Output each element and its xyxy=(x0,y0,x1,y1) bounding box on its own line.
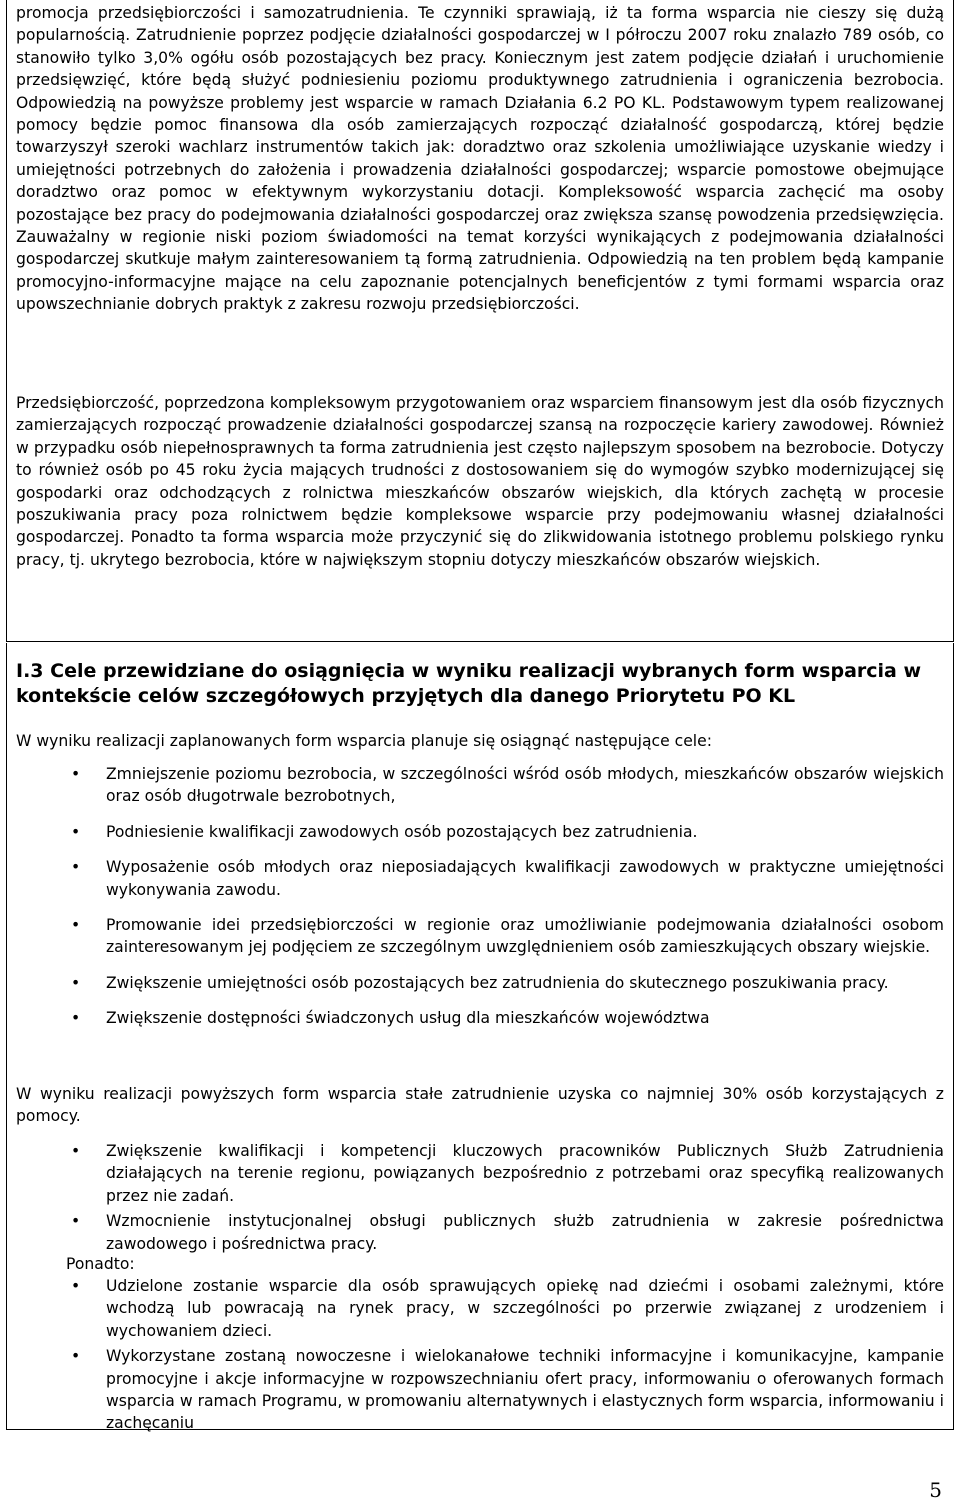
employment-paragraph: W wyniku realizacji powyższych form wsparcia stałe zatrudnienie uzyska co najmniej 30% osób korzystających z pomocy. xyxy=(16,1085,944,1126)
second-paragraph: Przedsiębiorczość, poprzedzona kompleksowym przygotowaniem oraz wsparciem finansowym jest dla osób fizycznych zamierzających rozpocząć prowadzenie działalności gospodarczej szansą na rozpoczęcie kariery zawodowej. Również w przypadku osób niepełnosprawnych ta forma zatrudnienia jest często najlepszym sposobem na bezrobocie. Dotyczy to również osób po 45 roku życia mających trudności z dostosowaniem się do wymogów szybko modernizującej się gospodarki oraz odchodzących z rolnictwa mieszkańców obszarów wiejskich, dla których zachętą w procesie poszukiwania pracy poza rolnictwem będzie kompleksowe wsparcie przy podejmowaniu własnej działalności gospodarczej. Ponadto ta forma wsparcia może przyczynić się do zlikwidowania istotnego problemu polskiego rynku pracy, tj. ukrytego bezrobocia, które w największym stopniu dotyczy mieszkańców obszarów wiejskich. xyxy=(16,394,944,569)
list-item: • Wykorzystane zostaną nowoczesne i wielokanałowe techniki informacyjne i komunikacyjne, kampanie promocyjne i akcje informacyjne w rozpowszechnianiu ofert pracy, informowaniu o oferowanych formach wsparcia w ramach Programu, w promowaniu alternatywnych i elastycznych form wsparcia, informowaniu i zachęcaniu xyxy=(16,1345,944,1435)
additional-goals-list xyxy=(16,1275,944,1438)
list-item: • Zwiększenie dostępności świadczonych usług dla mieszkańców województwa xyxy=(16,1007,944,1029)
list-item: • Wyposażenie osób młodych oraz nieposiadających kwalifikacji zawodowych w praktyczne umiejętności wykonywania zawodu. xyxy=(16,856,944,901)
intro-paragraph: promocja przedsiębiorczości i samozatrudnienia. Te czynniki sprawiają, iż ta forma wsparcia nie cieszy się dużą popularnością. Zatrudnienie poprzez podjęcie działalności gospodarczej w I półroczu 2007 roku znalazło 789 osób, co stanowiło tylko 3,0% ogółu osób pozostających bez pracy. Koniecznym jest zatem podjęcie działań i uruchomienie przedsięwzięć, które będą służyć podniesieniu poziomu produktywnego zatrudnienia i ograniczenia bezrobocia. Odpowiedzią na powyższe problemy jest wsparcie w ramach Działania 6.2 PO KL. Podstawowym typem realizowanej pomocy będzie pomoc finansowa dla osób zamierzających rozpocząć działalność gospodarczą, której będzie towarzyszył szeroki wachlarz instrumentów takich jak: doradztwo oraz szkolenia umożliwiające uzyskanie wiedzy i umiejętności potrzebnych do założenia i prowadzenia działalności gospodarczej; wsparcie pomostowe obejmujące doradztwo oraz pomoc w efektywnym wykorzystaniu dotacji. Kompleksowość wsparcia zachęcić ma osoby pozostające bez pracy do podejmowania działalności gospodarczej oraz zwiększa szansę powodzenia przedsięwzięcia. Zauważalny w regionie niski poziom świadomości na temat korzyści wynikających z podejmowania działalności gospodarczej skutkuje małym zainteresowaniem tą formą zatrudnienia. Odpowiedzią na ten problem będą kampanie promocyjno-informacyjne mające na celu zapoznanie potencjalnych beneficjentów z tymi formami wsparcia oraz upowszechnianie dobrych praktyk z zakresu rozwoju przedsiębiorczości. xyxy=(16,4,944,314)
list-item: • Zwiększenie kwalifikacji i kompetencji kluczowych pracowników Publicznych Służb Zatrudnienia działających na terenie regionu, powiązanych bezpośrednio z potrzebami oraz specyfiką realizowanych przez nie zadań. xyxy=(16,1140,944,1207)
list-item: • Podniesienie kwalifikacji zawodowych osób pozostających bez zatrudnienia. xyxy=(16,821,944,843)
page-number: 5 xyxy=(929,1478,942,1502)
list-item: • Promowanie idei przedsiębiorczości w regionie oraz umożliwianie podejmowania działalności osobom zainteresowanym jej podjęciem ze szczególnym uwzględnieniem osób zamieszkujących obszary wiejskie. xyxy=(16,914,944,959)
list-item: • Wzmocnienie instytucjonalnej obsługi publicznych służb zatrudnienia w zakresie pośrednictwa zawodowego i pośrednictwa pracy. xyxy=(16,1210,944,1255)
institution-goals-list xyxy=(16,1140,944,1258)
goals-list xyxy=(16,763,944,1043)
goals-intro: W wyniku realizacji zaplanowanych form wsparcia planuje się osiągnąć następujące cele: xyxy=(16,732,712,750)
list-item: • Zwiększenie umiejętności osób pozostających bez zatrudnienia do skutecznego poszukiwania pracy. xyxy=(16,972,944,994)
section-heading: I.3 Cele przewidziane do osiągnięcia w wyniku realizacji wybranych form wsparcia w kontekście celów szczegółowych przyjętych dla danego Priorytetu PO KL xyxy=(16,660,922,707)
ponadto-label: Ponadto: xyxy=(66,1255,135,1273)
list-item: • Udzielone zostanie wsparcie dla osób sprawujących opiekę nad dziećmi i osobami zależnymi, które wchodzą lub powracają na rynek pracy, w szczególności po przerwie związanej z urodzeniem i wychowaniem dzieci. xyxy=(16,1275,944,1342)
list-item: • Zmniejszenie poziomu bezrobocia, w szczególności wśród osób młodych, mieszkańców obszarów wiejskich oraz osób długotrwale bezrobotnych, xyxy=(16,763,944,808)
